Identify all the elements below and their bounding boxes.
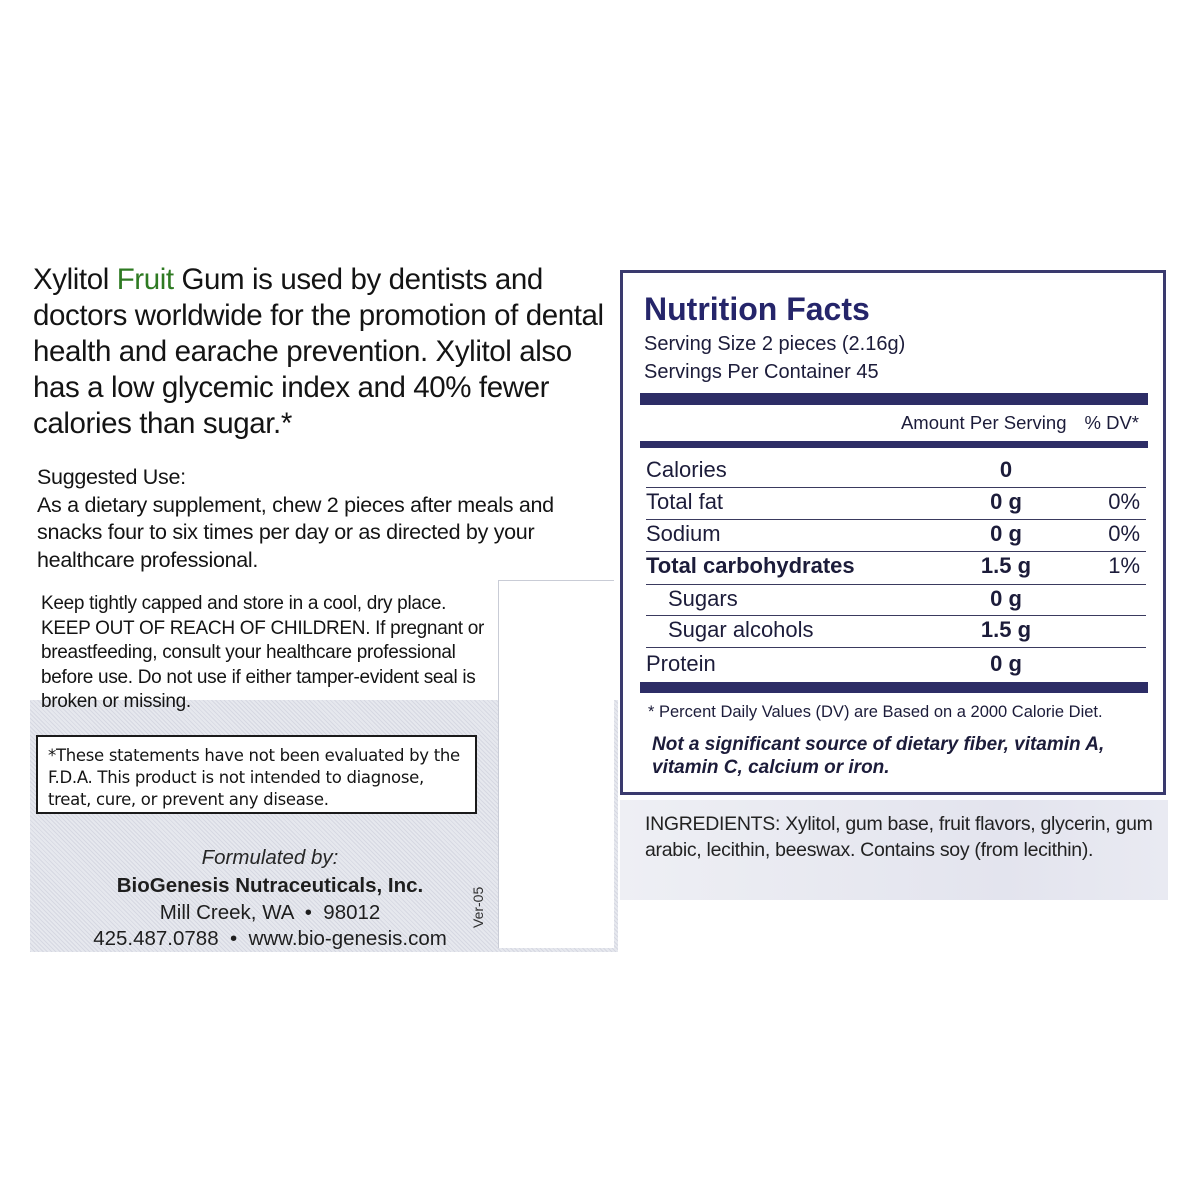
description-part1: Xylitol	[33, 263, 117, 296]
storage-text: Keep tightly capped and store in a cool, dry place.	[41, 593, 447, 614]
amount-per-serving-label: Amount Per Serving	[900, 412, 1067, 433]
contact-separator: •	[218, 927, 249, 950]
nutrient-amount: 0 g	[990, 651, 1022, 676]
nutrient-amount: 0 g	[990, 489, 1022, 514]
suggested-use	[37, 464, 597, 574]
not-significant-source-note: Not a significant source of dietary fiber, vitamin A, vitamin C, calcium or iron.	[652, 734, 1105, 778]
medium-divider	[640, 441, 1148, 448]
nutrient-row-sugars	[646, 583, 1140, 615]
nutrient-dv: 1%	[1108, 553, 1140, 578]
blank-label-area	[498, 580, 614, 948]
description-part2: Gum is used by dentists and doctors worldwide for the promotion of dental health and earache prevention. Xylitol also has a low glycemic index and 40% fewer calories than sugar.*	[33, 263, 604, 440]
servings-per-container: Servings Per Container 45	[644, 361, 879, 383]
nutrient-dv: 0%	[1108, 521, 1140, 546]
storage-warning	[41, 592, 491, 715]
nutrient-name: Sodium	[646, 521, 721, 546]
nutrient-amount: 0 g	[990, 586, 1022, 611]
nutrient-amount: 1.5 g	[980, 553, 1032, 578]
suggested-use-heading: Suggested Use:	[37, 465, 186, 489]
dv-header-label: % DV*	[1084, 412, 1139, 433]
children-warning: KEEP OUT OF REACH OF CHILDREN.	[41, 617, 371, 639]
company-website: www.bio-genesis.com	[248, 927, 447, 950]
thick-divider-bottom	[640, 682, 1148, 693]
company-name: BioGenesis Nutraceuticals, Inc.	[116, 874, 424, 897]
nutrient-dv: 0%	[1108, 489, 1140, 514]
nutrient-name: Calories	[646, 457, 727, 482]
nutrient-name: Total carbohydrates	[646, 553, 855, 578]
nutrient-amount: 0 g	[990, 521, 1022, 546]
nutrient-row-total-fat	[646, 486, 1140, 518]
nutrient-row-sodium	[646, 518, 1140, 550]
nutrient-row-protein	[646, 648, 1140, 680]
nutrient-name: Total fat	[646, 489, 724, 514]
ingredients-list: INGREDIENTS: Xylitol, gum base, fruit flavors, glycerin, gum arabic, lecithin, beeswax. Contains soy (from lecithin).	[645, 813, 1153, 861]
daily-value-footnote: * Percent Daily Values (DV) are Based on a 2000 Calorie Diet.	[648, 703, 1103, 721]
suggested-use-text: As a dietary supplement, chew 2 pieces after meals and snacks four to six times per day or as directed by your healthcare professional.	[37, 492, 554, 572]
serving-size: Serving Size 2 pieces (2.16g)	[644, 333, 906, 355]
company-contact	[70, 927, 470, 951]
fda-disclaimer-text: *These statements have not been evaluated by the F.D.A. This product is not intended to diagnose, treat, cure, or prevent any disease.	[48, 746, 460, 809]
fda-disclaimer-box	[36, 735, 477, 814]
nutrient-name: Protein	[646, 651, 716, 676]
product-description	[33, 262, 613, 442]
nutrition-facts-title: Nutrition Facts	[644, 291, 870, 327]
description-fruit-word: Fruit	[116, 263, 174, 296]
nutrient-amount: 0	[999, 457, 1013, 482]
nutrient-name: Sugar alcohols	[668, 617, 814, 642]
serving-info	[644, 330, 905, 386]
formulated-by-label: Formulated by:	[201, 846, 339, 869]
nutrient-row-total-carbohydrates	[646, 550, 1140, 582]
nutrient-row-sugar-alcohols	[646, 614, 1140, 646]
nutrient-name: Sugars	[668, 586, 738, 611]
nutrient-amount: 1.5 g	[980, 617, 1032, 642]
pregnancy-warning: If pregnant or breastfeeding, consult your healthcare professional before use. Do not use if either tamper-evident seal is broken or missing.	[41, 617, 484, 712]
thick-divider-top	[640, 393, 1148, 405]
company-address: Mill Creek, WA • 98012	[159, 901, 381, 924]
amount-header	[640, 412, 1139, 434]
company-phone: 425.487.0788	[93, 927, 219, 950]
nutrient-row-calories	[646, 454, 1140, 486]
version-code: Ver-05	[470, 886, 486, 928]
